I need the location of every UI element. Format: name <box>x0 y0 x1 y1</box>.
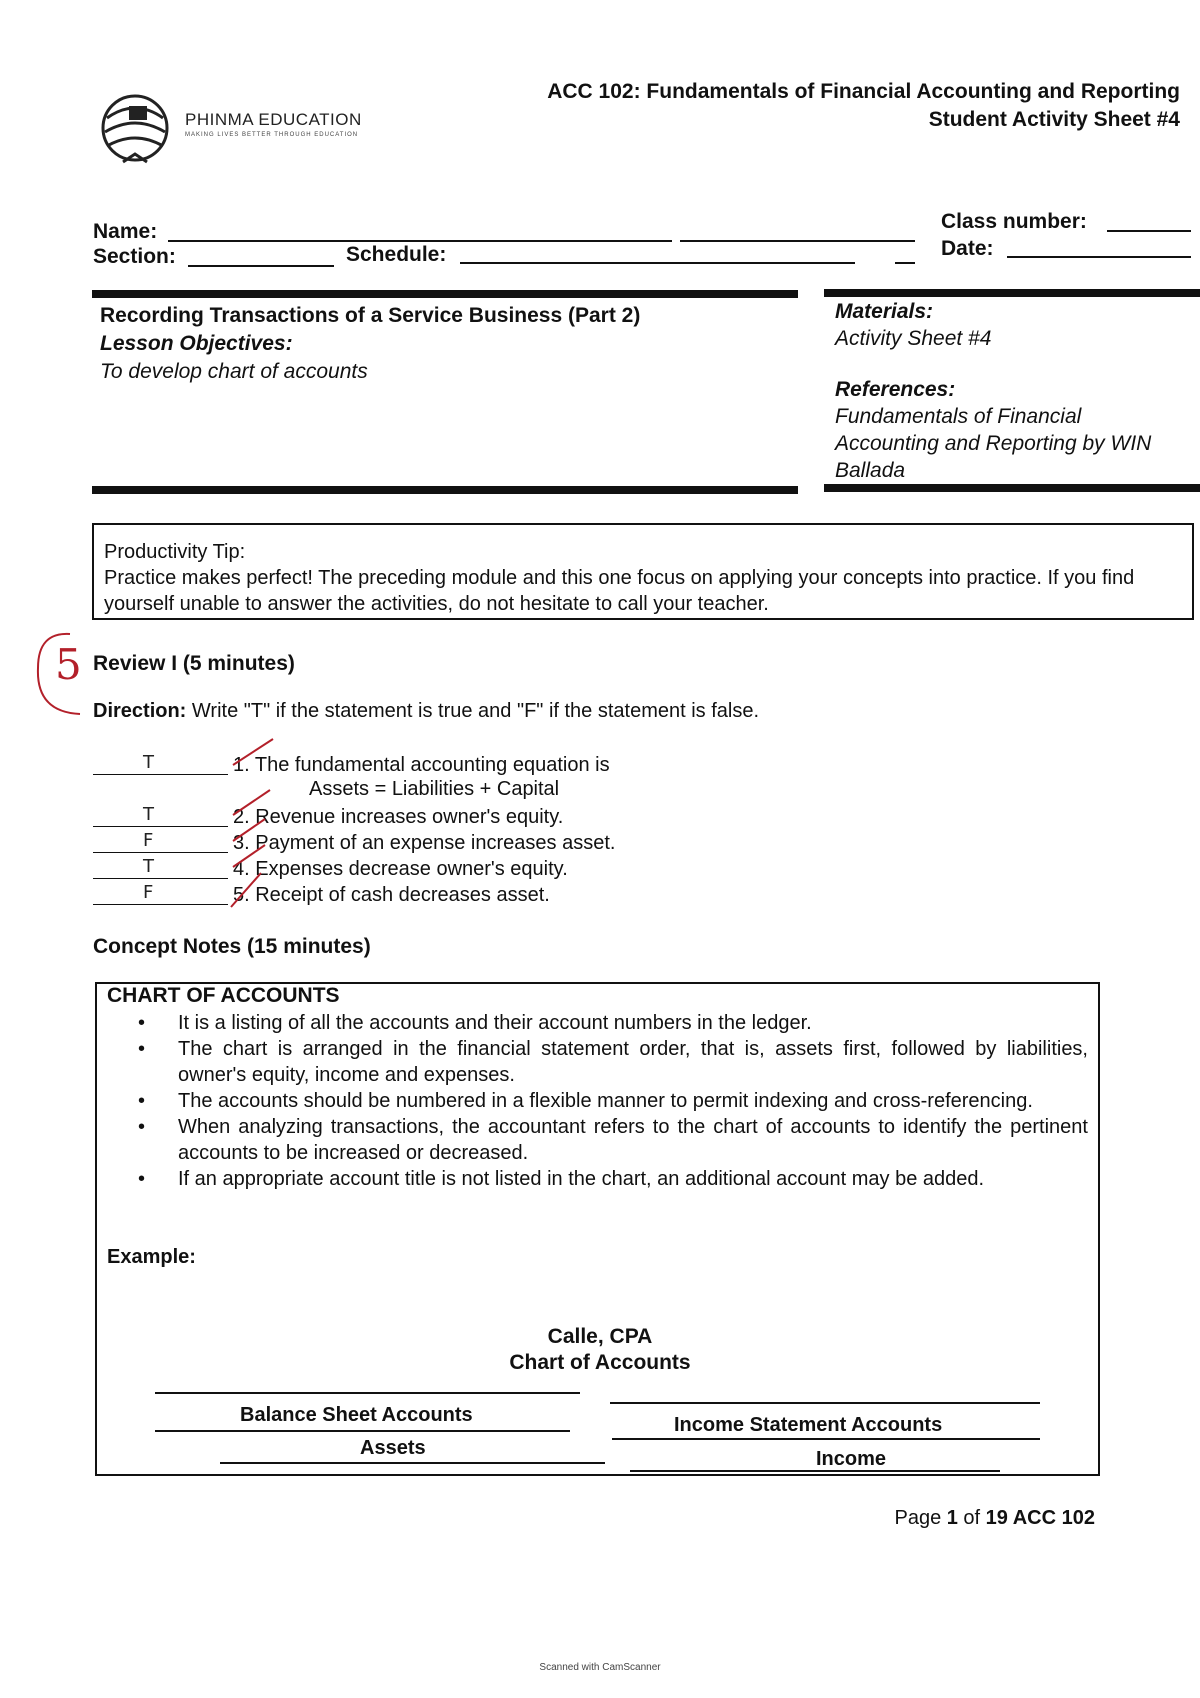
materials-text: Activity Sheet #4 <box>835 327 992 350</box>
chart-title: Chart of Accounts <box>509 1351 691 1374</box>
page-of: of <box>957 1507 986 1529</box>
table-top-line-right <box>610 1402 1040 1404</box>
page-prefix: Page <box>894 1507 947 1529</box>
schedule-label: Schedule: <box>346 243 447 266</box>
grading-checkmarks-icon <box>225 735 305 910</box>
class-number-field-line[interactable] <box>1107 230 1191 232</box>
answer-value: F <box>143 830 154 851</box>
schedule-field-line[interactable] <box>460 262 855 264</box>
bullet-item: • The chart is arranged in the financial statement order, that is, assets first, followed by liabilities, owner's equity, income and expenses. <box>138 1036 1088 1088</box>
lesson-bottom-bar <box>92 486 798 494</box>
document-title <box>547 78 1180 134</box>
page-footer <box>894 1507 1095 1530</box>
answer-value: T <box>143 804 154 825</box>
item-text: 2. Revenue increases owner's equity. <box>233 806 564 828</box>
date-label: Date: <box>941 237 994 260</box>
bullet-item: • If an appropriate account title is not listed in the chart, an additional account may be added. <box>138 1166 1088 1192</box>
section-label: Section: <box>93 245 176 268</box>
answer-value: T <box>143 856 154 877</box>
table-sub-line-right <box>630 1470 1000 1472</box>
materials-info <box>835 298 1151 484</box>
scanned-note: Scanned with CamScanner <box>539 1662 661 1673</box>
answer-line[interactable] <box>93 852 228 853</box>
course-code: ACC 102 <box>1007 1507 1095 1529</box>
objective-text: To develop chart of accounts <box>100 360 368 383</box>
schedule-field-tail <box>895 262 915 264</box>
handwritten-score: 5 <box>55 640 82 689</box>
materials-top-bar <box>824 289 1200 297</box>
references-line-1: Fundamentals of Financial <box>835 405 1082 428</box>
bullet-item: • The accounts should be numbered in a flexible manner to permit indexing and cross-referencing. <box>138 1088 1088 1114</box>
answer-line[interactable] <box>93 878 228 879</box>
tip-label: Productivity Tip: <box>104 541 246 563</box>
lesson-top-bar <box>92 290 798 298</box>
chart-of-accounts-title: CHART OF ACCOUNTS <box>107 984 340 1007</box>
review-heading: Review I (5 minutes) <box>93 652 295 675</box>
answer-line[interactable] <box>93 774 228 775</box>
answer-value: T <box>143 752 154 773</box>
company-name: Calle, CPA <box>547 1325 653 1348</box>
item-text: 5. Receipt of cash decreases asset. <box>233 884 550 906</box>
table-header-line-right <box>612 1438 1040 1440</box>
lesson-title: Recording Transactions of a Service Business (Part 2) <box>100 304 641 327</box>
objectives-label: Lesson Objectives: <box>100 332 293 355</box>
class-number-label: Class number: <box>941 210 1087 233</box>
section-field-line[interactable] <box>188 265 334 267</box>
date-field-line[interactable] <box>1007 256 1191 258</box>
sheet-title: Student Activity Sheet #4 <box>928 108 1180 131</box>
page-current: 1 <box>946 1507 958 1529</box>
table-top-line-left <box>155 1392 580 1394</box>
direction-body: Write "T" if the statement is true and "F" if the statement is false. <box>186 700 760 722</box>
logo-name: PHINMA EDUCATION <box>185 110 362 129</box>
answer-line[interactable] <box>93 904 228 905</box>
answer-line[interactable] <box>93 826 228 827</box>
lesson-info <box>100 302 640 386</box>
example-label: Example: <box>107 1246 196 1268</box>
logo-globe-icon <box>95 88 175 168</box>
income-subheader: Income <box>816 1448 887 1470</box>
concept-bullets <box>138 1010 1088 1192</box>
tip-text: Practice makes perfect! The preceding module and this one focus on applying your concepts into practice. If you find yourself unable to answer the activities, do not hesitate to call your teacher. <box>104 567 1135 615</box>
productivity-tip-box <box>92 523 1194 620</box>
phinma-logo <box>95 88 395 168</box>
table-header-line-left <box>155 1430 570 1432</box>
table-sub-line-left <box>220 1462 605 1464</box>
course-title: ACC 102: Fundamentals of Financial Accounting and Reporting <box>547 80 1180 103</box>
references-line-3: Ballada <box>835 459 906 482</box>
direction-text <box>93 700 759 723</box>
page-total: 19 <box>985 1507 1008 1529</box>
income-statement-header: Income Statement Accounts <box>674 1414 943 1436</box>
item-text: 4. Expenses decrease owner's equity. <box>233 858 568 880</box>
logo-tagline: MAKING LIVES BETTER THROUGH EDUCATION <box>185 132 359 138</box>
concept-heading: Concept Notes (15 minutes) <box>93 935 371 958</box>
item-text: 1. The fundamental accounting equation is <box>233 754 610 776</box>
bullet-item: • When analyzing transactions, the accountant refers to the chart of accounts to identify the pertinent accounts to be increased or decreased. <box>138 1114 1088 1166</box>
balance-sheet-header: Balance Sheet Accounts <box>240 1404 473 1426</box>
assets-subheader: Assets <box>360 1437 426 1459</box>
references-label: References: <box>835 378 956 401</box>
direction-label: Direction: <box>93 700 187 722</box>
bullet-item: • It is a listing of all the accounts and their account numbers in the ledger. <box>138 1010 1088 1036</box>
name-field-line-2[interactable] <box>680 240 915 242</box>
item-text: 3. Payment of an expense increases asset. <box>233 832 616 854</box>
name-field-line[interactable] <box>168 240 672 242</box>
materials-bottom-bar <box>824 484 1200 492</box>
materials-label: Materials: <box>835 300 934 323</box>
item-1-equation: Assets = Liabilities + Capital <box>309 778 560 800</box>
answer-value: F <box>143 882 154 903</box>
name-label: Name: <box>93 220 158 243</box>
references-line-2: Accounting and Reporting by WIN <box>835 432 1152 455</box>
